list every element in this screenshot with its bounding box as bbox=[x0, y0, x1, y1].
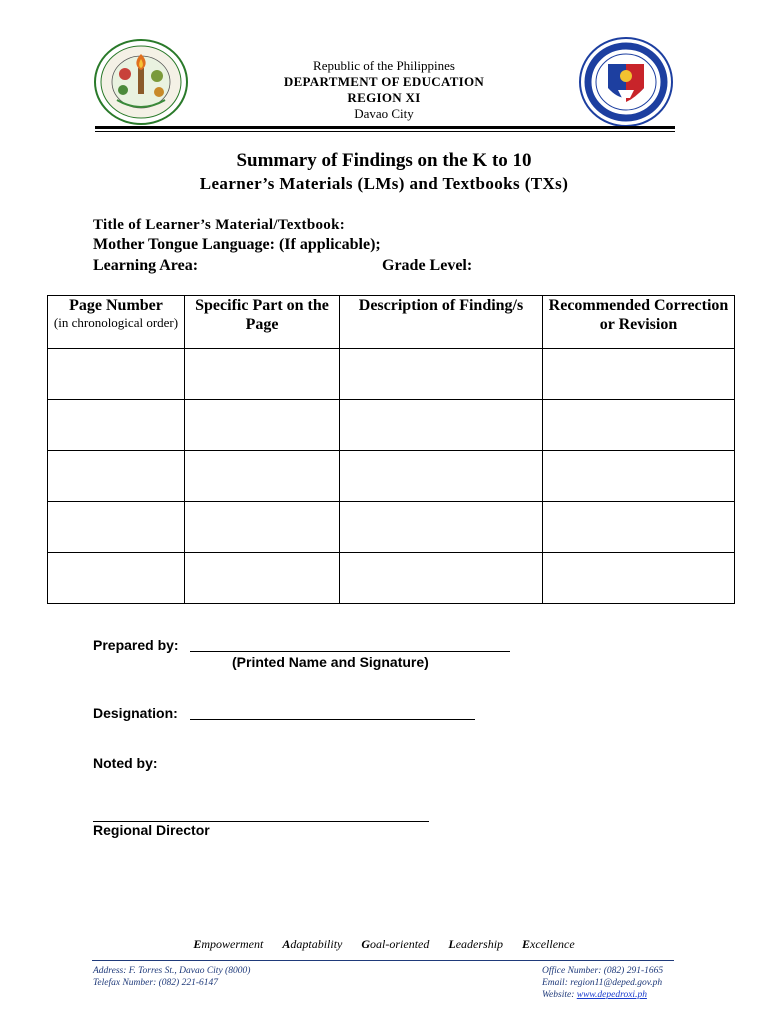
footer-divider bbox=[92, 960, 674, 961]
letterhead bbox=[200, 58, 568, 122]
header-sublabel: (in chronological order) bbox=[53, 315, 179, 330]
table-cell[interactable] bbox=[185, 451, 340, 502]
deped-region-seal-icon bbox=[93, 38, 189, 126]
header-specific-part bbox=[185, 296, 340, 349]
department-name: DEPARTMENT OF EDUCATION bbox=[283, 74, 485, 89]
header-label: Description of Finding/s bbox=[358, 297, 524, 314]
core-values bbox=[0, 937, 768, 952]
document-subtitle: Learner’s Materials (LMs) and Textbooks (TXs) bbox=[199, 174, 569, 193]
printed-name-caption: (Printed Name and Signature) bbox=[232, 654, 429, 670]
core-value: Goal-oriented bbox=[361, 937, 430, 951]
mother-tongue-label: Mother Tongue Language: (If applicable); bbox=[93, 236, 381, 253]
header-label: Page Number bbox=[69, 297, 163, 314]
table-cell[interactable] bbox=[48, 400, 185, 451]
prepared-by-label: Prepared by: bbox=[93, 637, 179, 653]
core-value: Adaptability bbox=[282, 937, 343, 951]
regional-director-label: Regional Director bbox=[93, 822, 210, 838]
footer-telefax: Telefax Number: (082) 221-6147 bbox=[93, 978, 218, 988]
footer-website-row bbox=[542, 989, 663, 1001]
table-cell[interactable] bbox=[340, 349, 543, 400]
table-cell[interactable] bbox=[185, 400, 340, 451]
prepared-by-signature-line[interactable] bbox=[190, 651, 510, 652]
table-cell[interactable] bbox=[340, 553, 543, 604]
learning-area-label: Learning Area: bbox=[93, 257, 199, 274]
footer-contact-right bbox=[542, 965, 663, 1001]
header-divider-thin bbox=[95, 131, 675, 132]
table-row bbox=[48, 451, 735, 502]
table-header-row bbox=[48, 296, 735, 349]
table-cell[interactable] bbox=[543, 502, 735, 553]
table-cell[interactable] bbox=[48, 502, 185, 553]
material-title-label: Title of Learner’s Material/Textbook: bbox=[93, 217, 346, 233]
table-row bbox=[48, 553, 735, 604]
footer-contact-left bbox=[93, 965, 250, 989]
city-name: Davao City bbox=[354, 106, 414, 121]
header-label: Specific Part on the Page bbox=[195, 297, 329, 333]
designation-line[interactable] bbox=[190, 719, 475, 720]
table-cell[interactable] bbox=[185, 502, 340, 553]
table-cell[interactable] bbox=[185, 553, 340, 604]
table-row bbox=[48, 502, 735, 553]
table-cell[interactable] bbox=[340, 451, 543, 502]
table-cell[interactable] bbox=[340, 502, 543, 553]
core-value: Excellence bbox=[522, 937, 575, 951]
region-name: REGION XI bbox=[347, 90, 421, 105]
table-cell[interactable] bbox=[543, 451, 735, 502]
grade-level-label: Grade Level: bbox=[382, 257, 473, 274]
header-description bbox=[340, 296, 543, 349]
header-label: Recommended Correction or Revision bbox=[548, 297, 729, 333]
footer-website-label: Website: bbox=[542, 990, 577, 1000]
footer-office-number: Office Number: (082) 291-1665 bbox=[542, 966, 664, 976]
table-cell[interactable] bbox=[48, 451, 185, 502]
table-cell[interactable] bbox=[543, 349, 735, 400]
document-title: Summary of Findings on the K to 10 bbox=[236, 150, 532, 171]
table-cell[interactable] bbox=[543, 553, 735, 604]
table-row bbox=[48, 400, 735, 451]
footer-address: Address: F. Torres St., Davao City (8000) bbox=[93, 966, 251, 976]
header-divider-thick bbox=[95, 126, 675, 129]
kagawaran-seal-icon bbox=[578, 36, 674, 128]
table-cell[interactable] bbox=[48, 553, 185, 604]
table-cell[interactable] bbox=[185, 349, 340, 400]
table-cell[interactable] bbox=[543, 400, 735, 451]
header-recommended-correction bbox=[543, 296, 735, 349]
noted-by-label: Noted by: bbox=[93, 755, 158, 771]
designation-label: Designation: bbox=[93, 705, 178, 721]
core-value: Empowerment bbox=[193, 937, 264, 951]
footer-website-link[interactable]: www.depedroxi.ph bbox=[576, 990, 647, 1000]
table-row bbox=[48, 349, 735, 400]
republic-line: Republic of the Philippines bbox=[313, 58, 455, 73]
header-page-number bbox=[48, 296, 185, 349]
footer-email: Email: region11@deped.gov.ph bbox=[542, 978, 663, 988]
table-cell[interactable] bbox=[48, 349, 185, 400]
table-cell[interactable] bbox=[340, 400, 543, 451]
findings-table bbox=[47, 295, 735, 604]
core-value: Leadership bbox=[448, 937, 504, 951]
